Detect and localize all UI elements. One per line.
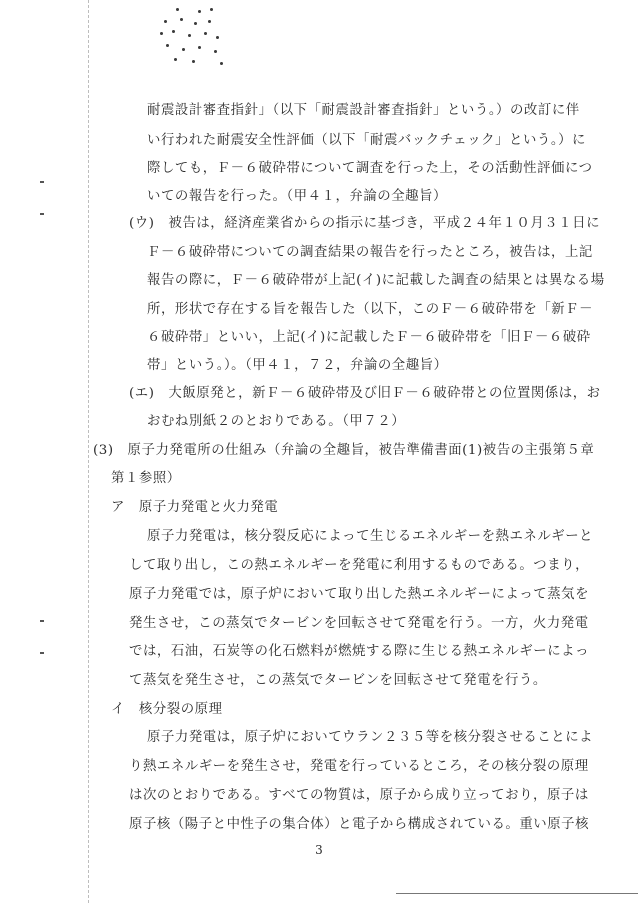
binding-mark [40,620,44,622]
text-line: り熱エネルギーを発生させ，発電を行っているところ，その核分裂の原理 [129,759,589,774]
text-line: (ウ) 被告は，経済産業省からの指示に基づき，平成２４年１０月３１日に [129,216,601,231]
page-number: 3 [315,843,323,857]
text-line: 所，形状で存在する旨を報告した（以下，このＦ－６破砕帯を「新Ｆ－ [147,302,594,317]
text-line: 原子核（陽子と中性子の集合体）と電子から構成されている。重い原子核 [129,817,590,832]
text-line: 原子力発電では，原子炉において取り出した熱エネルギーによって蒸気を [129,587,590,602]
text-line: 帯」という。）。（甲４１，７２，弁論の全趣旨） [147,358,448,373]
subsection-heading: イ 核分裂の原理 [111,702,223,717]
text-line: 原子力発電は，核分裂反応によって生じるエネルギーを熱エネルギーと [147,529,594,544]
text-line: (エ) 大飯原発と，新Ｆ－６破砕帯及び旧Ｆ－６破砕帯との位置関係は，お [129,386,601,401]
footer-rule [396,893,638,894]
text-line: おむね別紙２のとおりである。（甲７２） [147,414,406,429]
binding-mark [40,181,44,183]
text-line: 発生させ，この蒸気でタービンを回転させて発電を行う。一方，火力発電 [129,616,589,631]
margin-guide-line [88,0,90,903]
text-line: 報告の際に，Ｆ－６破砕帯が上記(イ)に記載した調査の結果とは異なる場 [147,273,605,288]
text-line: いての報告を行った。（甲４１，弁論の全趣旨） [147,189,447,204]
text-line: ６破砕帯」といい，上記(イ)に記載したＦ－６破砕帯を「旧Ｆ－６破砕 [147,330,591,345]
text-line: い行われた耐震安全性評価（以下「耐震バックチェック」という。）に [147,133,586,148]
binding-mark [40,652,44,654]
text-line: は次のとおりである。すべての物質は，原子から成り立っており，原子は [129,788,589,803]
binding-mark [40,213,44,215]
text-line: 際しても，Ｆ－６破砕帯について調査を行った上，その活動性評価につ [147,161,593,176]
text-line: て蒸気を発生させ，この蒸気でタービンを回転させて発電を行う。 [129,673,547,688]
text-line: して取り出し，この熱エネルギーを発電に利用するものである。つまり， [129,558,590,573]
text-line: 第１参照） [111,471,181,486]
text-line: Ｆ－６破砕帯についての調査結果の報告を行ったところ，被告は，上記 [147,245,593,260]
subsection-heading: ア 原子力発電と火力発電 [111,500,279,515]
text-line: 耐震設計審査指針」（以下「耐震設計審査指針」という。）の改訂に伴 [147,103,580,118]
section-heading: (3) 原子力発電所の仕組み（弁論の全趣旨，被告準備書面(1)被告の主張第５章 [93,443,595,458]
text-line: 原子力発電は，原子炉においてウラン２３５等を核分裂させることによ [147,730,594,745]
text-line: では，石油，石炭等の化石燃料が燃焼する際に生じる熱エネルギーによっ [129,644,590,659]
